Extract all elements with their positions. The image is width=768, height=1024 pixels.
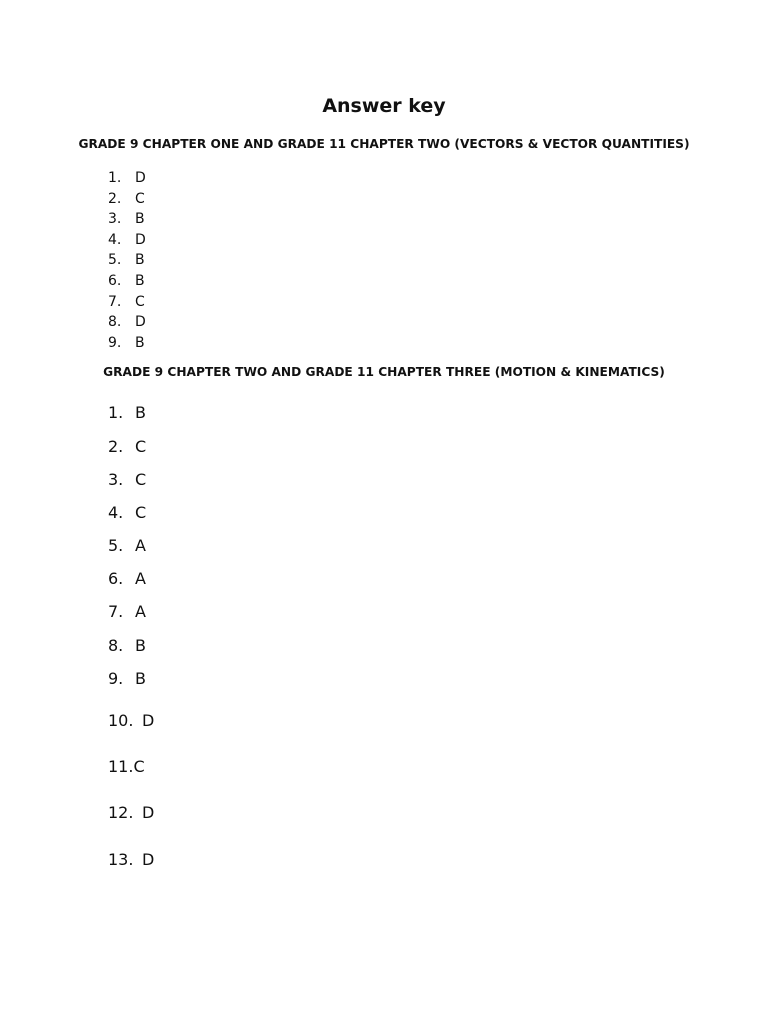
answer-letter: B (135, 252, 145, 269)
answer-item (108, 436, 146, 458)
answer-item (108, 292, 146, 313)
answer-list-vectors (108, 168, 146, 353)
answer-letter: A (135, 569, 146, 588)
answer-number: 5. (108, 252, 122, 269)
answer-number: 3. (108, 211, 122, 228)
answer-letter: C (135, 293, 145, 310)
answer-number: 4. (108, 503, 124, 522)
answer-number: 5. (108, 536, 124, 555)
answer-item (108, 189, 146, 210)
answer-item (108, 601, 146, 623)
answer-item (108, 402, 146, 424)
answer-item (108, 333, 146, 354)
answer-item (108, 635, 146, 657)
answer-number: 13. (108, 850, 134, 869)
answer-number: 3. (108, 470, 124, 489)
answer-number: 6. (108, 272, 122, 289)
section-heading-motion: GRADE 9 CHAPTER TWO AND GRADE 11 CHAPTER THREE (MOTION & KINEMATICS) (103, 365, 665, 379)
answer-number: 9. (108, 669, 124, 688)
answer-item (108, 849, 154, 871)
answer-item (108, 271, 146, 292)
answer-number: 8. (108, 314, 122, 331)
answer-item (108, 230, 146, 251)
answer-letter: D (142, 850, 155, 869)
answer-item (108, 535, 146, 557)
answer-letter: C (135, 437, 147, 456)
answer-item (108, 502, 146, 524)
answer-letter: B (135, 636, 146, 655)
answer-letter: D (142, 803, 155, 822)
answer-letter: C (133, 757, 145, 776)
answer-item (108, 250, 146, 271)
answer-item (108, 209, 146, 230)
answer-letter: C (135, 190, 145, 207)
answer-number: 1. (108, 403, 124, 422)
answer-item (108, 568, 146, 590)
answer-letter: C (135, 503, 147, 522)
answer-number: 7. (108, 293, 122, 310)
answer-number: 10. (108, 711, 134, 730)
answer-letter: D (135, 170, 146, 186)
answer-letter: D (135, 231, 146, 248)
answer-number: 8. (108, 636, 124, 655)
answer-item (108, 802, 154, 824)
answer-item (108, 710, 154, 732)
answer-letter: A (135, 536, 146, 555)
answer-number: 2. (108, 190, 122, 207)
answer-item (108, 668, 146, 690)
answer-number: 2. (108, 437, 124, 456)
answer-letter: B (135, 669, 146, 688)
answer-number: 9. (108, 334, 122, 351)
answer-number: 12. (108, 803, 134, 822)
answer-item (108, 168, 146, 189)
answer-number: 6. (108, 569, 124, 588)
answer-number: 7. (108, 602, 124, 621)
answer-letter: D (135, 314, 146, 331)
answer-letter: B (135, 211, 145, 228)
answer-letter: B (135, 403, 146, 422)
answer-number: 1. (108, 170, 122, 186)
section-heading-vectors: GRADE 9 CHAPTER ONE AND GRADE 11 CHAPTER TWO (VECTORS & VECTOR QUANTITIES) (78, 137, 690, 151)
answer-number: 4. (108, 231, 122, 248)
answer-number: 11. (108, 757, 134, 776)
answer-letter: D (142, 711, 155, 730)
answer-letter: B (135, 334, 145, 351)
page-title: Answer key (322, 95, 446, 117)
answer-item (108, 756, 145, 778)
answer-letter: B (135, 272, 145, 289)
answer-letter: A (135, 602, 146, 621)
answer-item (108, 469, 146, 491)
answer-item (108, 312, 146, 333)
answer-letter: C (135, 470, 147, 489)
